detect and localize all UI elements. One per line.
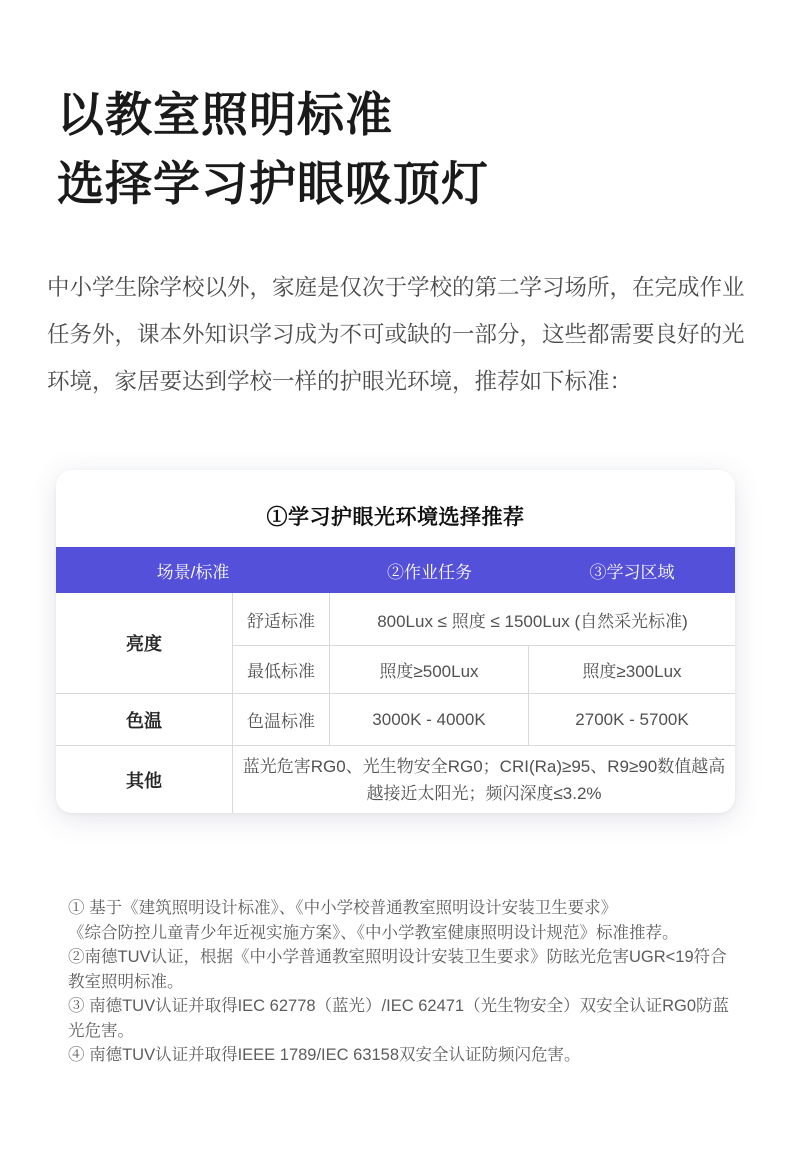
recommendation-card xyxy=(56,470,735,813)
footnote-4-line-1: ④ 南德TUV认证并取得IEEE 1789/IEC 63158双安全认证防频闪危害。 xyxy=(68,1046,581,1064)
cell-category-brightness: 亮度 xyxy=(56,593,233,694)
footnote-2-line-2: 教室照明标准。 xyxy=(68,972,184,991)
footnotes xyxy=(68,896,748,1068)
cell-comfort-standard-value: 800Lux ≤ 照度 ≤ 1500Lux (自然采光标准) xyxy=(330,593,735,646)
cell-color-temperature-task-value: 3000K - 4000K xyxy=(330,694,529,746)
cell-comfort-standard-label: 舒适标准 xyxy=(233,593,330,646)
intro-line-2: 任务外，课本外知识学习成为不可或缺的一部分，这些都需要良好的光 xyxy=(47,322,745,347)
page-title-line-2: 选择学习护眼吸顶灯 xyxy=(57,157,489,210)
table-header-study-area: ③学习区域 xyxy=(589,562,675,582)
intro-line-3: 环境，家居要达到学校一样的护眼光环境，推荐如下标准： xyxy=(47,369,633,394)
table-header-row xyxy=(56,547,735,593)
cell-minimum-area-value: 照度≥300Lux xyxy=(529,646,735,694)
cell-category-color-temperature: 色温 xyxy=(56,694,233,746)
page-title-line-1: 以教室照明标准 xyxy=(57,88,393,141)
cell-minimum-standard-label: 最低标准 xyxy=(233,646,330,694)
cell-color-temperature-area-value: 2700K - 5700K xyxy=(529,694,735,746)
page-title xyxy=(57,80,489,218)
intro-paragraph xyxy=(47,264,757,405)
footnote-1-line-1: ① 基于《建筑照明设计标准》、《中小学校普通教室照明设计安装卫生要求》 xyxy=(68,899,618,917)
footnote-3-line-2: 光危害。 xyxy=(68,1021,134,1040)
footnote-1-line-2: 《综合防控儿童青少年近视实施方案》、《中小学教室健康照明设计规范》标准推荐。 xyxy=(68,923,679,942)
table-header-scene-standard: 场景/标准 xyxy=(156,562,230,582)
cell-other-value-line-1: 蓝光危害RG0、光生物安全RG0；CRI(Ra)≥95、R9≥90数值越高 xyxy=(242,756,726,776)
cell-other-value-line-2: 越接近太阳光；频闪深度≤3.2% xyxy=(366,783,602,803)
cell-category-other: 其他 xyxy=(56,746,233,813)
footnote-2-line-1: ②南德TUV认证，根据《中小学普通教室照明设计安装卫生要求》防眩光危害UGR<19符合 xyxy=(68,948,727,966)
table-header-homework-task: ②作业任务 xyxy=(387,562,472,582)
table-title: ①学习护眼光环境选择推荐 xyxy=(266,506,525,529)
cell-color-temperature-label: 色温标准 xyxy=(233,694,330,746)
footnote-3-line-1: ③ 南德TUV认证并取得IEC 62778（蓝光）/IEC 62471（光生物安全）双安全认证RG0防蓝 xyxy=(68,997,730,1015)
table-body xyxy=(56,593,735,813)
cell-minimum-task-value: 照度≥500Lux xyxy=(330,646,529,694)
cell-other-value xyxy=(233,746,735,813)
intro-line-1: 中小学生除学校以外，家庭是仅次于学校的第二学习场所，在完成作业 xyxy=(47,275,745,300)
